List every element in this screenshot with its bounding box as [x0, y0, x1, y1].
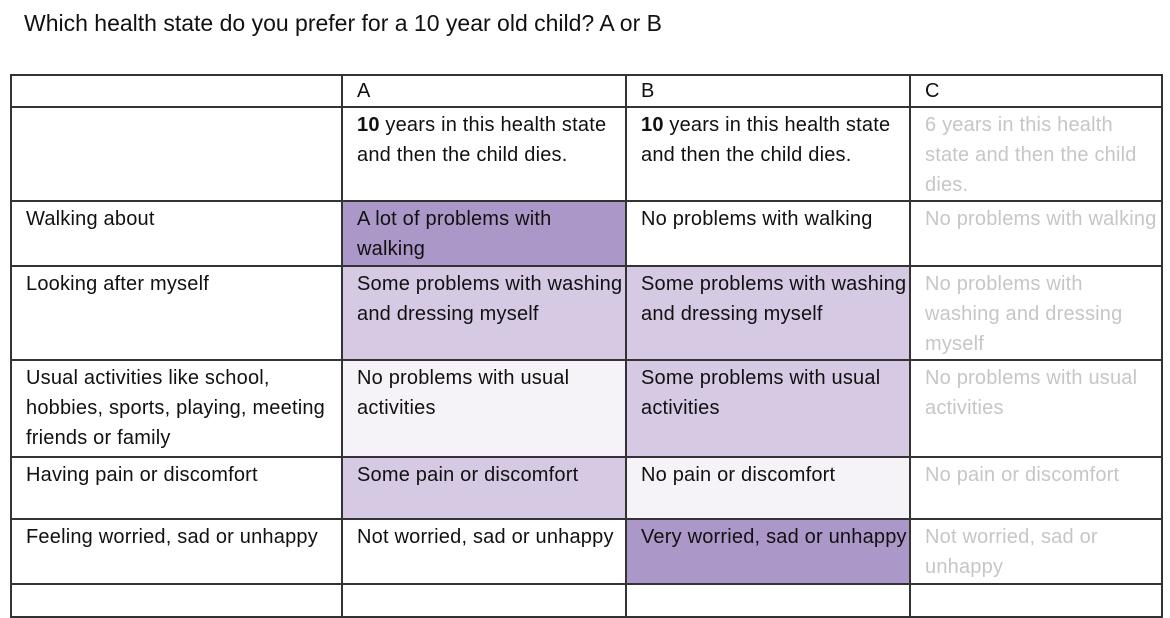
- duration-c: 6 years in this health state and then the child dies.: [910, 107, 1162, 201]
- cell-walking-a: A lot of problems with walking: [342, 201, 626, 266]
- row-label-usual-activities: Usual activities like school, hobbies, sports, playing, meeting friends or family: [11, 360, 342, 457]
- header-empty-cell: [11, 75, 342, 107]
- empty-row: [11, 584, 1162, 617]
- row-worry: [11, 519, 1162, 584]
- cell-usual-activities-c: No problems with usual activities: [910, 360, 1162, 457]
- row-walking: [11, 201, 1162, 266]
- header-c: C: [910, 75, 1162, 107]
- empty-cell: [342, 584, 626, 617]
- cell-worry-a: Not worried, sad or unhappy: [342, 519, 626, 584]
- empty-cell: [626, 584, 910, 617]
- duration-b-text: years in this health state and then the child dies.: [641, 114, 891, 166]
- cell-worry-c: Not worried, sad or unhappy: [910, 519, 1162, 584]
- question-title: Which health state do you prefer for a 10 year old child? A or B: [24, 10, 662, 36]
- header-a: A: [342, 75, 626, 107]
- cell-usual-activities-a: No problems with usual activities: [342, 360, 626, 457]
- duration-a-years: 10: [357, 114, 380, 136]
- cell-pain-b: No pain or discomfort: [626, 457, 910, 519]
- header-b: B: [626, 75, 910, 107]
- cell-usual-activities-b: Some problems with usual activities: [626, 360, 910, 457]
- row-usual-activities: [11, 360, 1162, 457]
- duration-a-text: years in this health state and then the child dies.: [357, 114, 607, 166]
- row-label-walking: Walking about: [11, 201, 342, 266]
- cell-worry-b: Very worried, sad or unhappy: [626, 519, 910, 584]
- cell-self-care-b: Some problems with washing and dressing myself: [626, 266, 910, 360]
- duration-row: [11, 107, 1162, 201]
- empty-cell: [910, 584, 1162, 617]
- cell-self-care-a: Some problems with washing and dressing myself: [342, 266, 626, 360]
- duration-b: [626, 107, 910, 201]
- cell-pain-a: Some pain or discomfort: [342, 457, 626, 519]
- row-label-self-care: Looking after myself: [11, 266, 342, 360]
- cell-walking-b: No problems with walking: [626, 201, 910, 266]
- row-label-pain: Having pain or discomfort: [11, 457, 342, 519]
- duration-a: [342, 107, 626, 201]
- row-pain: [11, 457, 1162, 519]
- row-self-care: [11, 266, 1162, 360]
- row-label-worry: Feeling worried, sad or unhappy: [11, 519, 342, 584]
- cell-walking-c: No problems with walking: [910, 201, 1162, 266]
- health-state-table: [10, 74, 1163, 618]
- cell-pain-c: No pain or discomfort: [910, 457, 1162, 519]
- header-row: [11, 75, 1162, 107]
- empty-cell: [11, 584, 342, 617]
- duration-label-cell: [11, 107, 342, 201]
- duration-b-years: 10: [641, 114, 664, 136]
- cell-self-care-c: No problems with washing and dressing myself: [910, 266, 1162, 360]
